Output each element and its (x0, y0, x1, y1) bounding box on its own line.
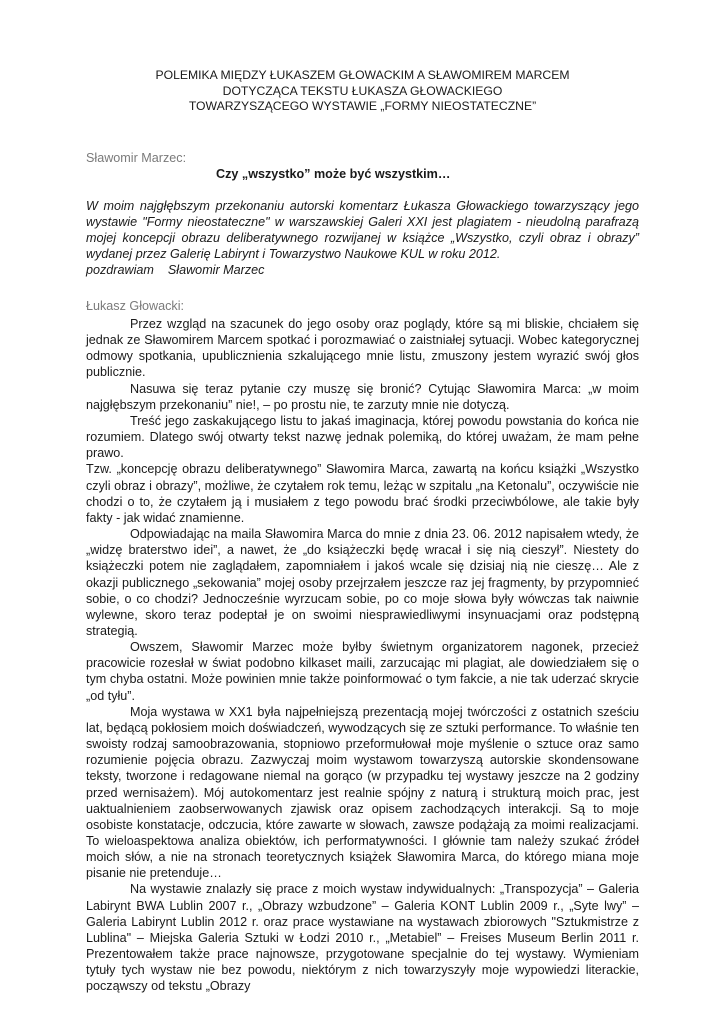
paragraph: Nasuwa się teraz pytanie czy muszę się bronić? Cytując Sławomira Marca: „w moim najgłębszym przekonaniu” nie!, – po prostu nie, te zarzuty mnie nie dotyczą. (86, 381, 639, 412)
title-line: DOTYCZĄCA TEKSTU ŁUKASZA GŁOWACKIEGO (222, 83, 503, 98)
speaker-label-glowacki: Łukasz Głowacki: (86, 299, 184, 313)
letter-body: W moim najgłębszym przekonaniu autorski komentarz Łukasza Głowackiego towarzyszący jego wystawie "Formy nieostateczne" w warszawskiej Galeri XXI jest plagiatem - nieudolną parafrazą mojej koncepcji obrazu deliberatywnego rozwijanej w książce „Wszystko, czyli obraz i obrazy” wydanej przez Galerię Labirynt i Towarzystwo Naukowe KUL w roku 2012. (86, 199, 639, 261)
title-line: TOWARZYSZĄCEGO WYSTAWIE „FORMY NIEOSTATECZNE” (188, 99, 537, 113)
paragraph: Na wystawie znalazły się prace z moich wystaw indywidualnych: „Transpozycja” – Galeria Labirynt BWA Lublin 2007 r., „Obrazy wzbudzone” – Galeria KONT Lublin 2009 r., „Syte lwy” – Galeria Labirynt Lublin 2012 r. oraz prace wystawiane na wystawach zbiorowych "Sztukmistrze z Lublina" – Miejska Galeria Sztuki w Łodzi 2010 r., „Metabiel” – Freises Museum Berlin 2011 r. Prezentowałem także prace najnowsze, przygotowane specjalnie do tej wystawy. Wymieniam tytuły tych wystaw nie bez powodu, niektórym z nich towarzyszyły moje wypowiedzi literackie, począwszy od tekstu „Obrazy (86, 882, 639, 994)
paragraph: Owszem, Sławomir Marzec może byłby świetnym organizatorem nagonek, przecież pracowicie rozesłał w świat podobno kilkaset maili, zarzucając mi plagiat, ale dowiedziałem się o tym chyba ostatni. Może powinien mnie także poinformować o tym fakcie, a nie tak uderzać skrycie „od tyłu”. (86, 640, 639, 703)
letter-signature: pozdrawiam Sławomir Marzec (86, 263, 265, 277)
paragraph: Odpowiadając na maila Sławomira Marca do mnie z dnia 23. 06. 2012 napisałem wtedy, że „widzę braterstwo idei”, a nawet, że „do książeczki będę wracał i się nią cieszył”. Niestety do książeczki potem nie zaglądałem, zapomniałem i jakoś wcale się dzisiaj nią nie cieszę… Ale z okazji publicznego „sekowania” mojej osoby przejrzałem jeszcze raz jej fragmenty, by przypomnieć sobie, o co chodzi? Jednocześnie wyrzucam sobie, po co moje słowa były wówczas tak naiwnie wylewne, skoro teraz podeptał je on swoimi niesprawiedliwymi insynuacjami oraz podstępną strategią. (86, 527, 639, 638)
paragraph: Tzw. „koncepcję obrazu deliberatywnego” Sławomira Marca, zawartą na końcu książki „Wszystko czyli obraz i obrazy”, możliwe, że czytałem rok temu, leżąc w szpitalu „na Ketonalu”, oczywiście nie chodzi o to, że czytałem ją i musiałem z tego powodu brać środki przeciwbólowe, ale takie były fakty - jak widać znamienne. (86, 462, 639, 525)
document-title (86, 68, 639, 115)
speaker-label-marzec: Sławomir Marzec: (86, 151, 187, 165)
title-line: POLEMIKA MIĘDZY ŁUKASZEM GŁOWACKIM A SŁAWOMIREM MARCEM (155, 68, 570, 82)
glowacki-response (86, 316, 639, 995)
marzec-letter (86, 198, 639, 278)
paragraph: Moja wystawa w XX1 była najpełniejszą prezentacją mojej twórczości z ostatnich sześciu lat, będącą pokłosiem moich doświadczeń, wywodzących się ze sztuki performance. To właśnie ten swoisty rodzaj samoobrazowania, stopniowo przeformułował moje myślenie o sztuce oraz samo rozumienie pojęcia obrazu. Zazwyczaj moim wystawom towarzyszą autorskie skondensowane teksty, tworzone i redagowane niemal na gorąco (w przypadku tej wystawy jeszcze na 2 godziny przed wernisażem). Mój autokomentarz jest realnie spójny z naturą i strukturą moich prac, jest uaktualnieniem zaobserwowanych zjawisk oraz opisem zachodzących interakcji. Są to moje osobiste konstatacje, odczucia, które zawarte w słowach, zawsze podążają za moimi realizacjami. To wieloaspektowa analiza obiektów, ich performatywności. I głównie tam należy szukać źródeł moich słów, a nie na stronach teoretycznych książek Sławomira Marca, do którego miana moje pisanie nie pretenduje… (86, 704, 639, 881)
paragraph: Treść jego zaskakującego listu to jakaś imaginacja, której powodu powstania do końca nie rozumiem. Dlatego swój otwarty tekst nazwę jednak polemiką, do której uważam, że mam pełne prawo. (86, 413, 639, 461)
letter-subtitle: Czy „wszystko” może być wszystkim… (216, 167, 451, 181)
paragraph: Przez wzgląd na szacunek do jego osoby oraz poglądy, które są mi bliskie, chciałem się jednak ze Sławomirem Marcem spotkać i porozmawiać o zaistniałej sytuacji. Wobec kategorycznej odmowy spotkania, upublicznienia szkalującego mnie listu, zmuszony jestem wyrazić swój głos publicznie. (86, 317, 639, 380)
